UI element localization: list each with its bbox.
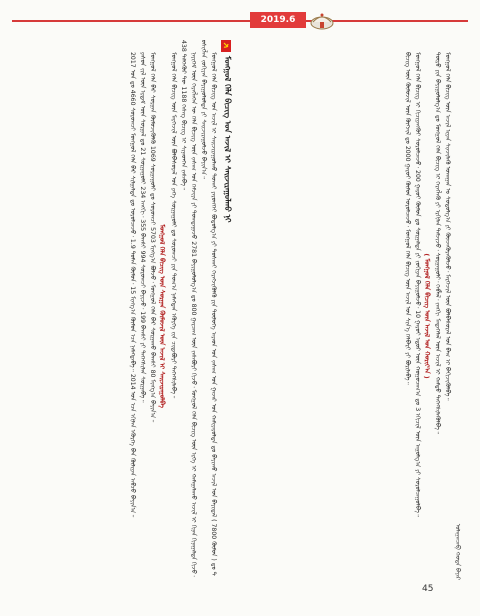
section-subhead: ( ᠮᠣᠩᠭᠣᠯ ᠬᠡᠯᠡ ᠪᠢᠴᠢᠭ ᠦᠨ ᠠᠵᠢᠯ ᠤᠨ ᠬᠣᠷᠢᠶ᠎ᠠ ) — [422, 253, 431, 379]
paragraph: ᠮᠣᠩᠭᠣᠯ ᠬᠡᠯᠡ ᠪᠡᠷ ᠰᠤᠷᠭᠠᠨ ᠬᠦᠮᠦᠵᠢᠭᠦᠯᠬᠦ 1069 ᠰᠤᠷᠭᠠᠭᠤᠯᠢ ᠳᠤ ᠰᠤᠷᠤᠭᠴᠢ 5703 ᠮᠢᠩᠭ᠎ᠠ ᠪᠣᠯᠵᠤ᠂ ᠮᠣᠩᠭᠣᠯ ᠬᠡᠯᠡ ᠪᠡᠷ ᠰᠤᠷᠭᠠᠬᠤ ᠪᠠᠭᠰᠢ 80 ᠮᠢᠩᠭ᠎ᠠ ᠪᠠᠶᠢᠨ᠎ᠠ᠃ — [149, 52, 157, 423]
paragraph: ᠲᠥᠷᠥ ᠶᠢᠨ ᠪᠠᠶᠢᠭᠤᠯᠤᠯᠭ᠎ᠠ ᠳᠤ ᠮᠣᠩᠭᠣᠯ ᠬᠡᠯᠡ ᠪᠢᠴᠢᠭ ᠢ ᠬᠡᠷᠡᠭᠯᠡᠬᠦ ᠶᠢ ᠡᠷᠬᠢᠯᠡᠨ ᠳᠡᠮᠵᠢᠵᠦ᠂ ᠰᠤᠷᠭᠠᠭᠤᠯᠢ᠂ ᠬᠡᠪᠯᠡᠯ᠂ ᠵᠠᠩᠭᠢ ᠮᠡᠳᠡᠭᠡᠯᠡᠯ ᠦᠨ ᠠᠵᠢᠯ ᠢ ᠬᠠᠮᠲᠤ ᠳᠡᠭᠡᠭᠰᠢᠯᠡᠭᠦᠯᠪᠡ᠃ — [433, 52, 441, 435]
paragraph: ᠪᠢᠴᠢᠭ ᠦᠨ ᠬᠦᠮᠦᠵᠢᠯ ᠦᠨ ᠬᠥᠭᠵᠢᠯ ᠳᠤ 2000 ᠭᠠᠷᠤᠢ ᠬᠦᠮᠦᠨ ᠣᠷᠣᠯᠴᠠᠵᠤ᠂ ᠮᠣᠩᠭᠣᠯ ᠬᠡᠯᠡ ᠪᠢᠴᠢᠭ ᠦᠨ ᠠᠵᠢᠯ ᠤᠨ ᠰᠢᠨ᠎ᠡ ᠬᠡᠯᠪᠡᠷᠢ ᠶᠢ ᠪᠣᠷᠢᠯᠠᠪᠠ᠃ — [403, 52, 411, 385]
article-title: ᠮᠣᠩᠭᠣᠯ ᠬᠡᠯᠡ ᠪᠢᠴᠢᠭ ᠤᠨ ᠠᠵᠢᠯ ᠢ ᠰᠠᠢᠵᠢᠷᠠᠭᠤᠯᠬᠤ ᠨᠢ — [223, 56, 232, 223]
byline: ᠤᠯᠠᠭᠠᠨᠴᠠᠪ ᠬᠣᠲᠠ ᠪᠠᠶᠠᠷ — [454, 523, 461, 580]
paragraph: ᠮᠣᠩᠭᠣᠯ ᠬᠡᠯᠡ ᠪᠢᠴᠢᠭ ᠦᠨ ᠠᠵᠢᠯ ᠢᠶᠡᠨ ᠰᠢᠨᠵᠢᠯᠡᠬᠦ ᠤᠬᠠᠭᠠᠨ ᠤ ᠰᠤᠳᠤᠯᠭ᠎ᠠ ᠶᠢ ᠭᠦᠨᠵᠡᠭᠦᠷᠡᠭᠦᠯᠵᠦ᠂ ᠮᠡᠷᠭᠡᠵᠢᠯ ᠦᠨ ᠪᠣᠯᠪᠠᠰᠤᠷᠠᠯ ᠤᠨ ᠪᠠᠭ ᠢ ᠪᠡᠬᠢᠵᠢᠭᠦᠯᠪᠡ᠃ — [443, 52, 451, 401]
section-subhead: ᠮᠣᠩᠭᠣᠯ ᠬᠡᠯᠡ ᠪᠢᠴᠢᠭ ᠦᠨ ᠰᠤᠷᠭᠠᠨ ᠬᠦᠮᠦᠵᠢᠯ ᠦᠨ ᠠᠵᠢᠯ ᠢ ᠰᠠᠢᠵᠢᠷᠠᠭᠤᠯᠪᠠ — [158, 224, 167, 408]
party-flag-icon — [221, 40, 231, 52]
header-rule — [12, 20, 468, 22]
paragraph: ᠮᠣᠩᠭᠣᠯ ᠬᠡᠯᠡ ᠪᠢᠴᠢᠭ ᠦᠨ ᠮᠡᠷᠭᠡᠵᠢᠯ ᠦᠨ ᠪᠣᠯᠪᠠᠰᠤᠷᠠᠯ ᠤᠨ ᠶᠡᠬᠡ ᠰᠤᠷᠭᠠᠭᠤᠯᠢ ᠳᠤ ᠰᠤᠷᠤᠭᠴᠢ ᠶᠢᠨ ᠲᠣᠭ᠎ᠠ ᠨᠡᠮᠡᠭᠳᠡᠨ ᠡᠭᠦᠷᠭᠡ ᠵᠢᠨ ᠴᠢᠳᠠᠪᠤᠷᠢ ᠳᠡᠭᠡᠭᠰᠢᠯᠡᠪᠡ᠃ — [169, 52, 177, 399]
header-bar — [12, 12, 468, 28]
page-number: 45 — [422, 584, 434, 594]
text-column-right — [254, 40, 462, 580]
paragraph: ᠨᠡᠶᠢᠭᠡᠮ ᠦᠨ ᠬᠡᠷᠡᠭᠯᠡᠭᠡᠨ ᠦ ᠬᠡᠯᠡ ᠪᠢᠴᠢᠭ ᠦᠨ ᠵᠠᠰᠠᠭ ᠤᠨ ᠬᠡᠮᠵᠢᠶᠡ ᠶᠢ ᠲᠣᠭᠲᠠᠭᠠᠵᠤ 2781 ᠪᠠᠶᠢᠭᠤᠯᠤᠯᠭ᠎ᠠ ᠳᠤ 800 ᠭᠠᠷᠴᠠᠭ ᠦᠨ ᠵᠠᠰᠠᠪᠤᠷᠢ ᠬᠢᠵᠦ᠂ ᠮᠣᠩᠭᠣᠯ ᠬᠡᠯᠡ ᠪᠢᠴᠢᠭ ᠦᠨ ᠡᠷᠬᠡ ᠢ ᠬᠠᠮᠠᠭᠠᠯᠠᠬᠤ ᠠᠵᠢᠯ ᠢ ᠬᠢᠨᠠᠨ ᠬᠢᠨᠠᠭᠠᠯᠲᠠ ᠬᠢᠵᠦ᠂ 438 ᠳᠡᠯᠭᠡᠭᠦᠷ ᠲᠦ 1188 ᠬᠡᠰᠡᠭ ᠪᠢᠴᠢᠭ ᠢ ᠰᠢᠨᠡᠳᠬᠡᠨ ᠵᠠᠰᠠᠪᠠ᠃ — [179, 40, 197, 577]
paragraph: ᠶᠡᠰᠦᠨ ᠵᠢᠯ ᠦᠨ ᠡᠷᠳᠡᠮ ᠦᠨ ᠰᠤᠷᠭᠠᠯ ᠳᠤ 21 ᠰᠤᠷᠭᠠᠭᠤᠯᠢ 234 ᠠᠩᠭᠢ᠂ 355 ᠪᠠᠭᠰᠢ 994 ᠰᠤᠷᠤᠭᠴᠢ ᠪᠠᠶᠢᠵᠤ᠂ 199 ᠪᠠᠭᠰᠢ ᠶᠢ ᠳᠡᠭᠡᠭᠰᠢᠯᠡᠨ ᠰᠤᠷᠭᠠᠪᠠ᠃ — [139, 52, 147, 403]
paragraph: ᠮᠣᠩᠭᠣᠯ ᠬᠡᠯᠡ ᠪᠢᠴᠢᠭ ᠤᠨ ᠠᠵᠢᠯ ᠢ ᠰᠠᠢᠵᠢᠷᠠᠭᠤᠯᠬᠤ ᠲᠤᠬᠠᠢ ᠶᠡᠷᠦᠩᠬᠡᠢ ᠪᠣᠳᠣᠯᠭ᠎ᠠ ᠶᠢ ᠲᠤᠰᠬᠠᠢ ᠬᠡᠷᠡᠭᠵᠢᠭᠦᠯᠬᠦ ᠶᠢᠨ ᠲᠦᠯᠦᠭᠡ ᠠᠷᠠᠳ ᠤᠨ ᠵᠠᠰᠠᠭ ᠤᠨ ᠭᠠᠵᠠᠷ ᠤᠨ ᠬᠠᠮᠢᠶᠠᠷᠤᠯᠲᠠ ᠳᠤ ᠪᠠᠶᠢᠬᠤ ᠠᠵᠢᠯ ᠤᠨ ᠪᠠᠶᠢᠳᠠᠯ ( 7800 ᠬᠦᠮᠦᠨ ) ᠳᠤ ᠲᠦᠰᠢᠭᠯᠡᠨ ᠵᠣᠬᠢᠶᠠᠨ ᠪᠠᠶᠢᠭᠤᠯᠤᠯᠲᠠ ᠶᠢ ᠰᠠᠢᠵᠢᠷᠠᠭᠤᠯᠵᠤ ᠪᠠᠶᠢᠨ᠎ᠠ᠃ — [199, 40, 217, 576]
article-title-row — [220, 40, 232, 580]
paragraph: ᠮᠣᠩᠭᠣᠯ ᠬᠡᠯᠡ ᠪᠢᠴᠢᠭ ᠢ ᠬᠢᠴᠢᠶᠡᠩᠭᠦᠢ ᠰᠤᠷᠤᠯᠴᠠᠵᠤ᠂ 200 ᠭᠠᠷᠤᠢ ᠬᠦᠮᠦᠨ ᠳᠤ ᠰᠤᠷᠭᠠᠯᠲᠠ ᠶᠢ ᠵᠣᠬᠢᠶᠠᠨ ᠪᠠᠶᠢᠭᠤᠯᠵᠤ᠂ 10 ᠭᠠᠷᠤᠢ ᠡᠳᠦᠷ ᠦᠨ ᠬᠤᠭᠤᠴᠠᠭ᠎ᠠ ᠳᠤ 3 ᠡᠬᠢᠴᠢᠯ ᠦᠨ ᠠᠭᠤᠯᠭ᠎ᠠ ᠶᠢ ᠰᠤᠷᠤᠯᠴᠠᠭᠤᠯᠪᠠ᠃ — [413, 52, 421, 518]
text-column-left — [24, 40, 232, 580]
issue-badge: 2019.6 — [250, 12, 306, 28]
yurt-icon — [310, 10, 334, 30]
paragraph: 2017 ᠣᠨ ᠳᠤ 4660 ᠰᠤᠷᠤᠭᠴᠢ ᠮᠣᠩᠭᠣᠯ ᠬᠡᠯᠡ ᠪᠡᠷ ᠰᠢᠯᠭᠠᠯᠲᠠ ᠳᠤ ᠣᠷᠣᠯᠴᠠᠵᠤ᠂ 1.9 ᠲᠤᠮᠡᠨ ᠬᠦᠮᠦᠨ᠂ 15 ᠮᠢᠩᠭ᠎ᠠ ᠬᠦᠮᠦᠨ ᠡᠴᠡ ᠨᠡᠮᠡᠭᠳᠡᠪᠡ᠃ 2014 ᠣᠨ ᠡᠴᠡ ᠡᠬᠢᠯᠡᠨ ᠡᠭᠦᠷᠭᠡ ᠪᠡᠨ ᠬᠦᠯᠢᠶᠡᠨ ᠠᠪᠴᠤ ᠪᠠᠶᠢᠨ᠎ᠠ᠃ — [129, 52, 137, 518]
